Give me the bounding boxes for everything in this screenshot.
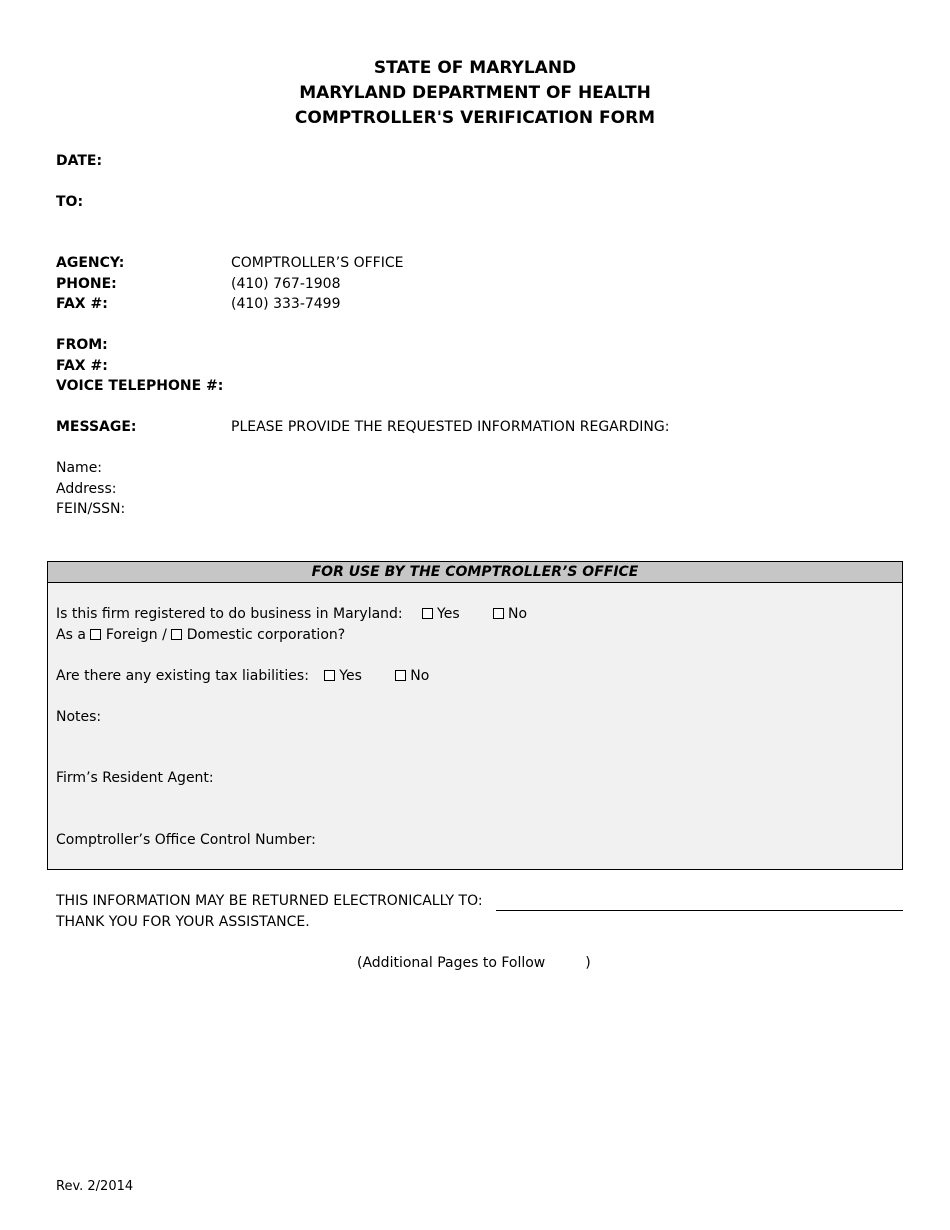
as-a-label: As a (56, 627, 86, 643)
fein-ssn-label: FEIN/SSN: (56, 501, 126, 517)
name-label: Name: (56, 460, 103, 476)
corporation-type-row (56, 625, 345, 645)
from-label: FROM: (56, 337, 108, 353)
registered-no-checkbox[interactable] (493, 608, 504, 619)
registered-question-row (56, 604, 527, 624)
from-fax-label: FAX #: (56, 358, 108, 374)
date-label: DATE: (56, 153, 103, 169)
tax-liabilities-row (56, 666, 429, 686)
domestic-checkbox[interactable] (171, 629, 182, 640)
agency-label: AGENCY: (56, 255, 125, 271)
registered-yes-label: Yes (437, 606, 460, 622)
revision-label: Rev. 2/2014 (56, 1179, 134, 1194)
title-department: MARYLAND DEPARTMENT OF HEALTH (299, 83, 651, 103)
tax-no-checkbox[interactable] (395, 670, 406, 681)
tax-no-label: No (410, 668, 430, 684)
registered-yes-checkbox[interactable] (422, 608, 433, 619)
notes-label: Notes: (56, 709, 102, 725)
phone-value: (410) 767-1908 (231, 276, 341, 292)
additional-pages-note (357, 953, 591, 973)
fax-value: (410) 333-7499 (231, 296, 341, 312)
voice-telephone-label: VOICE TELEPHONE #: (56, 378, 224, 394)
comptroller-box-title: FOR USE BY THE COMPTROLLER’S OFFICE (48, 562, 902, 583)
agency-value: COMPTROLLER’S OFFICE (231, 255, 404, 271)
message-value: PLEASE PROVIDE THE REQUESTED INFORMATION REGARDING: (231, 419, 670, 435)
control-number-label: Comptroller’s Office Control Number: (56, 832, 316, 848)
tax-yes-label: Yes (339, 668, 362, 684)
domestic-label: Domestic corporation? (186, 627, 346, 643)
return-electronically-text: THIS INFORMATION MAY BE RETURNED ELECTRONICALLY TO: (56, 893, 483, 909)
additional-pages-close: ) (585, 955, 591, 971)
foreign-label: Foreign / (105, 627, 167, 643)
registered-no-label: No (507, 606, 528, 622)
address-label: Address: (56, 481, 117, 497)
title-state: STATE OF MARYLAND (373, 58, 577, 78)
tax-yes-checkbox[interactable] (324, 670, 335, 681)
message-label: MESSAGE: (56, 419, 137, 435)
return-address-line[interactable] (496, 910, 903, 911)
to-label: TO: (56, 194, 84, 210)
title-form: COMPTROLLER'S VERIFICATION FORM (294, 108, 656, 128)
thank-you-text: THANK YOU FOR YOUR ASSISTANCE. (56, 914, 310, 930)
resident-agent-label: Firm’s Resident Agent: (56, 770, 214, 786)
phone-label: PHONE: (56, 276, 117, 292)
fax-label: FAX #: (56, 296, 108, 312)
registered-question: Is this firm registered to do business in Maryland: (56, 606, 403, 622)
comptroller-use-box (47, 561, 903, 870)
tax-question: Are there any existing tax liabilities: (56, 668, 309, 684)
foreign-checkbox[interactable] (90, 629, 101, 640)
additional-pages-text: (Additional Pages to Follow (357, 955, 546, 971)
